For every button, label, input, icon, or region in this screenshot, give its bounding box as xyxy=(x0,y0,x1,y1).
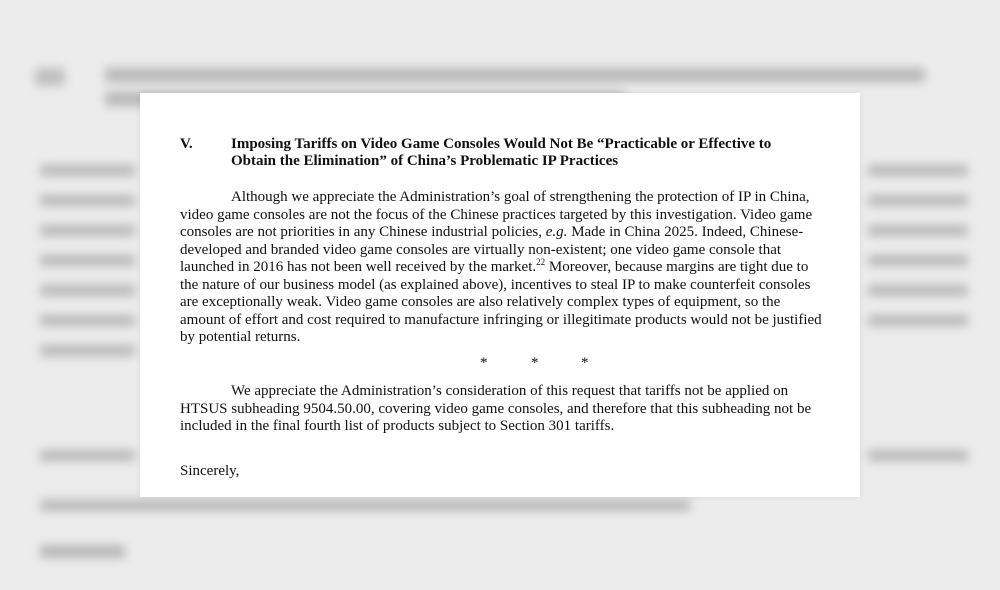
blurred-text-line xyxy=(868,165,968,176)
paragraph-italic-text: e.g. xyxy=(545,224,568,240)
document-page xyxy=(140,93,860,497)
blurred-section-number xyxy=(35,68,65,86)
blurred-text-line xyxy=(868,195,968,206)
paragraph-text: Made in China 2025. Indeed, Chinese-developed and branded video game consoles are virtually non-existent; one video game console that launched in 2016 has not been well received by the market. xyxy=(180,224,804,275)
section-title: Imposing Tariffs on Video Game Consoles Would Not Be “Practicable or Effective to Obtain the Elimination” of China’s Problematic IP Practices xyxy=(231,136,772,169)
blurred-text-line xyxy=(868,450,968,461)
blurred-text-line xyxy=(40,345,135,356)
blurred-text-line xyxy=(40,450,135,461)
paragraph-text: We appreciate the Administration’s consideration of this request that tariffs not be applied on HTSUS subheading 9504.50.00, covering video game consoles, and therefore that this subheading not be included in the final fourth list of products subject to Section 301 tariffs. xyxy=(180,383,812,434)
blurred-text-line xyxy=(40,165,135,176)
blurred-text-line xyxy=(868,285,968,296)
letter-closing: Sincerely, xyxy=(180,463,240,479)
blurred-text-line xyxy=(868,255,968,266)
blurred-text-line xyxy=(40,195,135,206)
body-paragraph xyxy=(180,189,828,347)
blurred-text-line xyxy=(40,225,135,236)
blurred-text-line xyxy=(40,315,135,326)
separator-asterisk: * xyxy=(581,355,589,371)
separator-asterisk: * xyxy=(531,355,539,371)
section-number: V. xyxy=(180,136,193,152)
blurred-text-line xyxy=(40,255,135,266)
blurred-text-line xyxy=(40,500,690,511)
paragraph-text: Moreover, because margins are tight due to the nature of our business model (as explained above), incentives to steal IP to make counterfeit consoles are exceptionally weak. Video game consoles are also relatively complex types of equipment, so the amount of effort and cost required to manufacture infringing or illegitimate products would not be justified by potential returns. xyxy=(180,259,822,345)
blurred-text-line xyxy=(40,545,125,558)
footnote-reference[interactable]: 22 xyxy=(536,257,546,267)
body-paragraph xyxy=(180,383,828,436)
blurred-text-line xyxy=(105,68,925,82)
blurred-text-line xyxy=(868,225,968,236)
blurred-text-line xyxy=(40,285,135,296)
separator-asterisk: * xyxy=(480,355,488,371)
paragraph-text: Although we appreciate the Administration’s goal of strengthening the protection of IP in China, video game consoles are not the focus of the Chinese practices targeted by this investigation. Video game consoles are not priorities in any Chinese industrial policies, xyxy=(180,189,813,240)
blurred-text-line xyxy=(868,315,968,326)
